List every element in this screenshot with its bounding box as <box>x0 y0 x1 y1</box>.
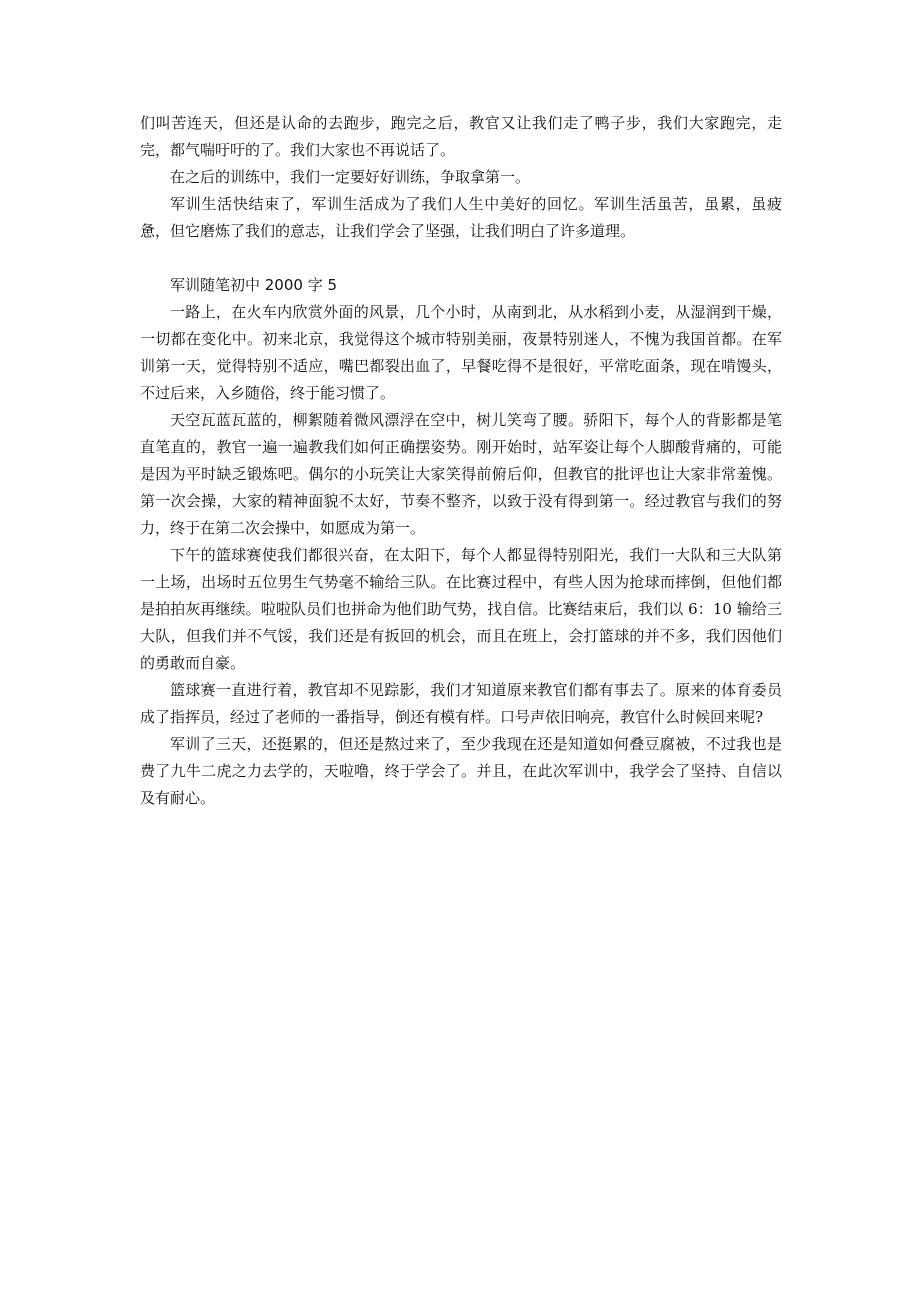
paragraph: 天空瓦蓝瓦蓝的，柳絮随着微风漂浮在空中，树儿笑弯了腰。骄阳下，每个人的背影都是笔直笔直的，教官一遍一遍教我们如何正确摆姿势。刚开始时，站军姿让每个人脚酸背痛的，可能是因为平时缺乏锻炼吧。偶尔的小玩笑让大家笑得前俯后仰，但教官的批评也让大家非常羞愧。第一次会操，大家的精神面貌不太好，节奏不整齐，以致于没有得到第一。经过教官与我们的努力，终于在第二次会操中，如愿成为第一。 <box>140 411 782 537</box>
paragraph: 一路上，在火车内欣赏外面的风景，几个小时，从南到北，从水稻到小麦，从湿润到干燥，一切都在变化中。初来北京，我觉得这个城市特别美丽，夜景特别迷人，不愧为我国首都。在军训第一天，觉得特别不适应，嘴巴都裂出血了，早餐吃得不是很好，平常吃面条，现在啃馒头，不过后来，入乡随俗，终于能习惯了。 <box>140 303 782 402</box>
paragraph: 在之后的训练中，我们一定要好好训练，争取拿第一。 <box>170 168 531 186</box>
paragraph: 下午的篮球赛使我们都很兴奋，在太阳下，每个人都显得特别阳光，我们一大队和三大队第一上场，出场时五位男生气势毫不输给三队。在比赛过程中，有些人因为抢球而摔倒，但他们都是拍拍灰再继续。啦啦队员们也拼命为他们助气势，找自信。比赛结束后，我们以 6：10 输给三大队，但我们并不气馁，我们还是有扳回的机会，而且在班上，会打篮球的并不多，我们因他们的勇敢而自豪。 <box>140 546 782 672</box>
document-page <box>140 110 782 812</box>
paragraph: 们叫苦连天，但还是认命的去跑步，跑完之后，教官又让我们走了鸭子步，我们大家跑完，走完，都气喘吁吁的了。我们大家也不再说话了。 <box>140 114 782 159</box>
paragraph: 军训生活快结束了，军训生活成为了我们人生中美好的回忆。军训生活虽苦，虽累，虽疲惫，但它磨炼了我们的意志，让我们学会了坚强，让我们明白了许多道理。 <box>140 195 782 240</box>
section-title: 军训随笔初中 2000 字 5 <box>170 276 338 294</box>
paragraph: 军训了三天，还挺累的，但还是熬过来了，至少我现在还是知道如何叠豆腐被，不过我也是费了九牛二虎之力去学的，天啦噜，终于学会了。并且，在此次军训中，我学会了坚持、自信以及有耐心。 <box>140 735 782 807</box>
section-spacer <box>140 245 782 272</box>
paragraph: 篮球赛一直进行着，教官却不见踪影，我们才知道原来教官们都有事去了。原来的体育委员成了指挥员，经过了老师的一番指导，倒还有模有样。口号声依旧响亮，教官什么时候回来呢? <box>140 681 782 726</box>
